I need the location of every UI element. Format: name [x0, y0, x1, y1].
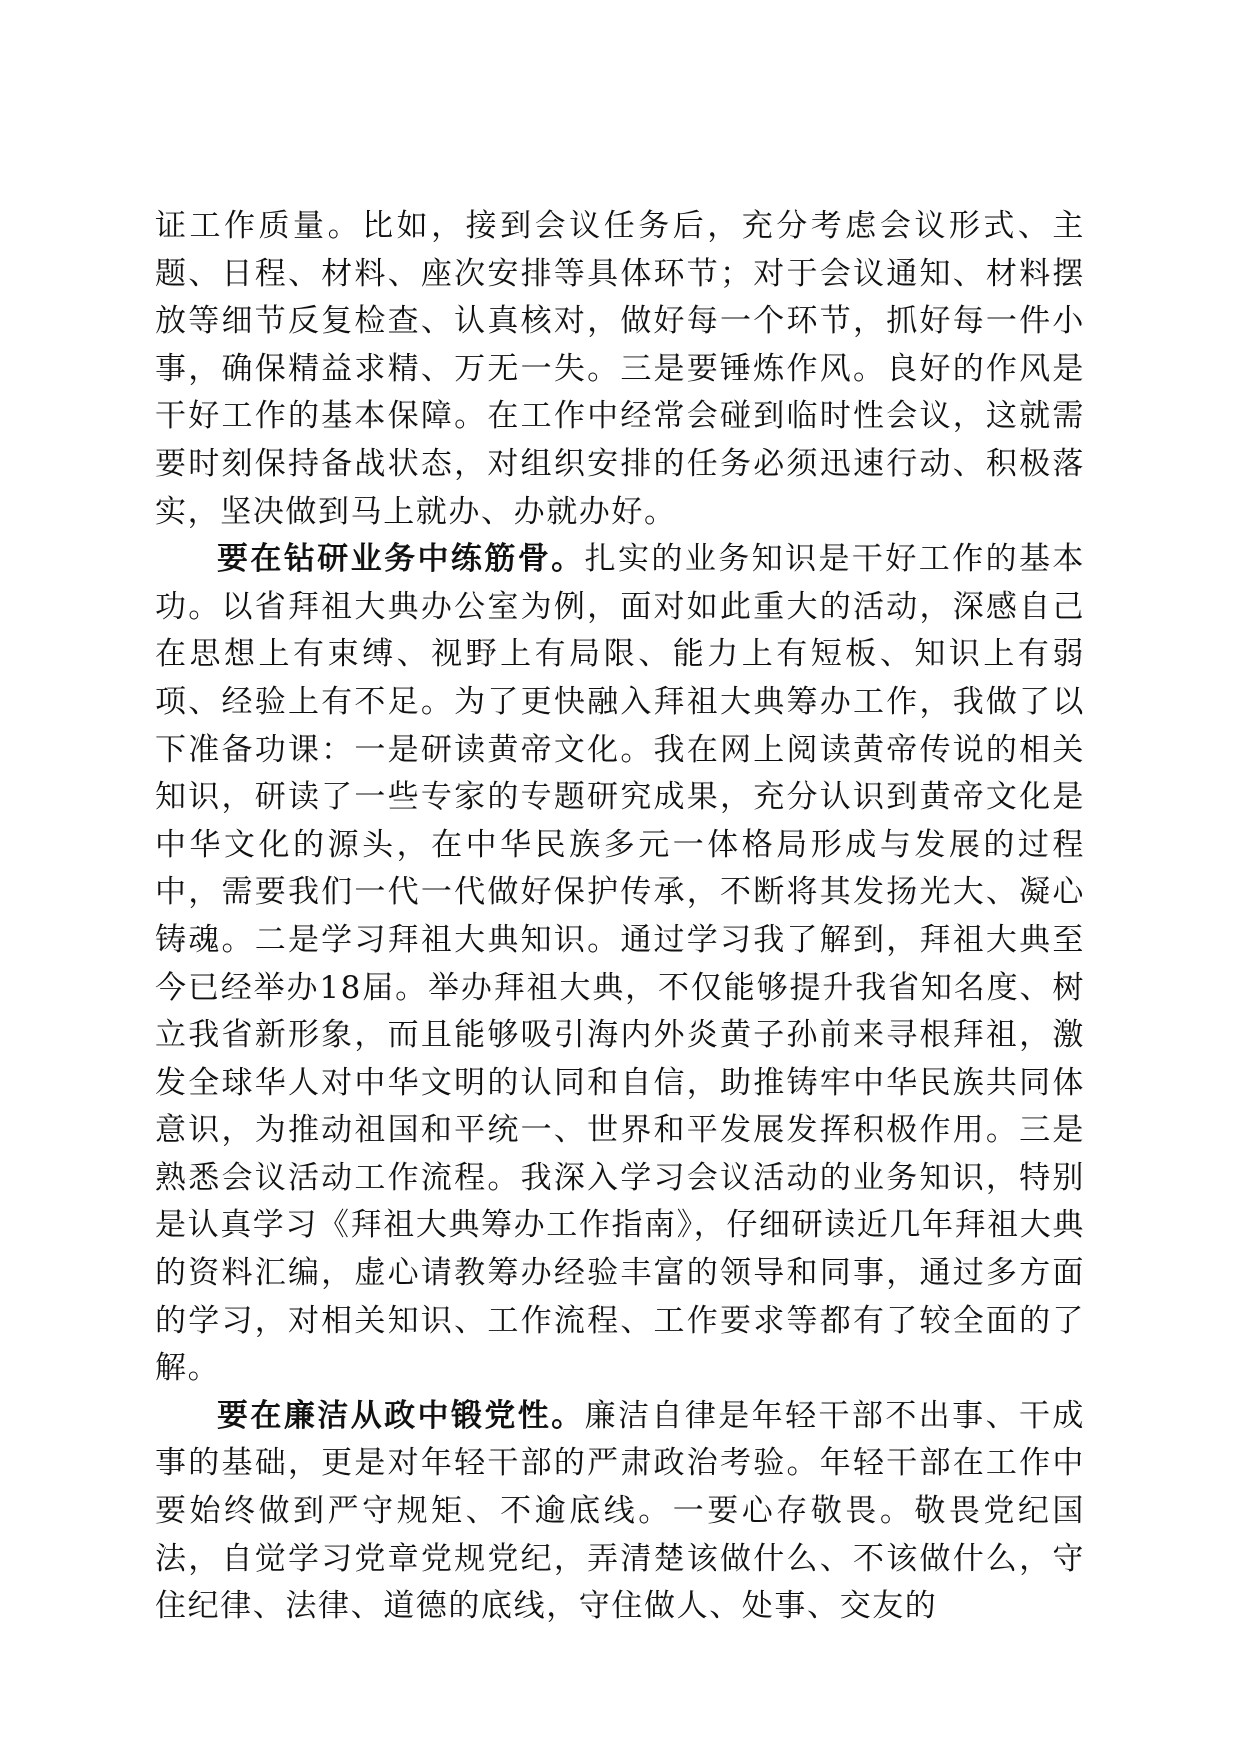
paragraph-text: 证工作质量。比如，接到会议任务后，充分考虑会议形式、主题、日程、材料、座次安排等具体环节；对于会议通知、材料摆放等细节反复检查、认真核对，做好每一个环节，抓好每一件小事，确保精益求精、万无一失。三是要锤炼作风。良好的作风是干好工作的基本保障。在工作中经常会碰到临时性会议，这就需要时刻保持备战状态，对组织安排的任务必须迅速行动、积极落实，坚决做到马上就办、办就办好。 [155, 208, 1085, 530]
paragraph-integrity [155, 1393, 1085, 1631]
document-body [155, 203, 1085, 1631]
paragraph-heading: 要在钻研业务中练筋骨。 [217, 541, 585, 578]
paragraph-heading: 要在廉洁从政中锻党性。 [217, 1397, 585, 1434]
paragraph-business-study [155, 536, 1085, 1393]
paragraph-continuation [155, 203, 1085, 536]
paragraph-text: 廉洁自律是年轻干部不出事、干成事的基础，更是对年轻干部的严肃政治考验。年轻干部在工作中要始终做到严守规矩、不逾底线。一要心存敬畏。敬畏党纪国法，自觉学习党章党规党纪，弄清楚该做什么、不该做什么，守住纪律、法律、道德的底线，守住做人、处事、交友的 [155, 1397, 1085, 1625]
paragraph-text: 扎实的业务知识是干好工作的基本功。以省拜祖大典办公室为例，面对如此重大的活动，深感自己在思想上有束缚、视野上有局限、能力上有短板、知识上有弱项、经验上有不足。为了更快融入拜祖大典筹办工作，我做了以下准备功课：一是研读黄帝文化。我在网上阅读黄帝传说的相关知识，研读了一些专家的专题研究成果，充分认识到黄帝文化是中华文化的源头，在中华民族多元一体格局形成与发展的过程中，需要我们一代一代做好保护传承，不断将其发扬光大、凝心铸魂。二是学习拜祖大典知识。通过学习我了解到，拜祖大典至今已经举办18届。举办拜祖大典，不仅能够提升我省知名度、树立我省新形象，而且能够吸引海内外炎黄子孙前来寻根拜祖，激发全球华人对中华文明的认同和自信，助推铸牢中华民族共同体意识，为推动祖国和平统一、世界和平发展发挥积极作用。三是熟悉会议活动工作流程。我深入学习会议活动的业务知识，特别是认真学习《拜祖大典筹办工作指南》，仔细研读近几年拜祖大典的资料汇编，虚心请教筹办经验丰富的领导和同事，通过多方面的学习，对相关知识、工作流程、工作要求等都有了较全面的了解。 [155, 541, 1085, 1387]
